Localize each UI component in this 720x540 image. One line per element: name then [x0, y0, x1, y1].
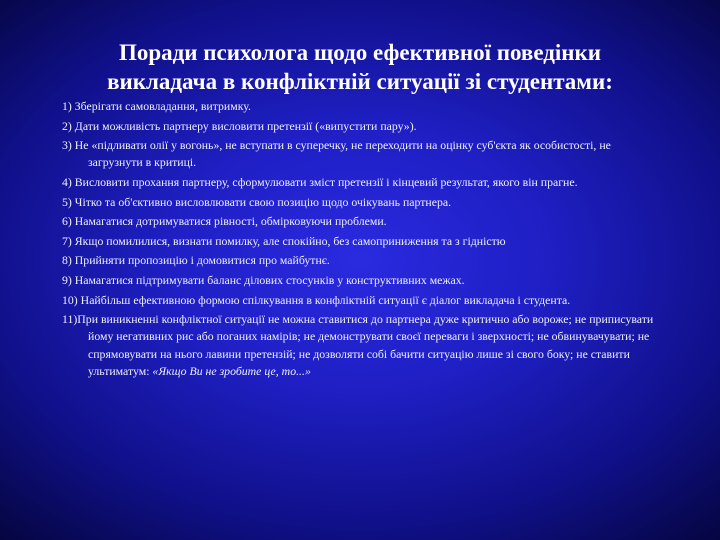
advice-item-5: 5) Чітко та об'єктивно висловлювати свою позицію щодо очікувань партнера. — [62, 194, 452, 209]
advice-item-9: 9) Намагатися підтримувати баланс ділових стосунків у конструктивних межах. — [62, 272, 465, 287]
advice-item-3: 3) Не «підливати олії у вогонь», не вступати в суперечку, не переходити на оцінку суб'єкта як особистості, не загрузнути в критиці. — [62, 138, 611, 170]
advice-item-4: 4) Висловити прохання партнеру, сформулювати зміст претензії і кінцевий результат, якого він прагне. — [62, 174, 578, 189]
advice-item-7: 7) Якщо помилилися, визнати помилку, але спокійно, без самоприниження та з гідністю — [62, 233, 506, 248]
advice-item-6: 6) Намагатися дотримуватися рівності, обмірковуючи проблеми. — [62, 214, 387, 229]
advice-item-11-text: 11)При виникненні конфліктної ситуації не можна ставитися до партнера дуже критично або вороже; не приписувати йому негативних рис або поганих намірів; не демонструвати своєї переваги і зверхності; не обвинувачувати; не спрямовувати на нього лавини претензій; не дозволяти собі бачити ситуацію лише зі свого боку; не ставити ультиматум: — [62, 312, 654, 378]
advice-item-10: 10) Найбільш ефективною формою спілкування в конфліктній ситуації є діалог викладача і студента. — [62, 292, 571, 307]
slide-title — [40, 38, 680, 96]
advice-list — [62, 98, 662, 382]
advice-item-11 — [62, 311, 662, 380]
advice-item-11-quote: «Якщо Ви не зробите це, то...» — [152, 363, 311, 378]
slide-title-line-2: викладача в конфліктній ситуації зі студентами: — [107, 69, 613, 94]
advice-item-8: 8) Прийняти пропозицію і домовитися про майбутнє. — [62, 253, 330, 268]
advice-item-1: 1) Зберігати самовладання, витримку. — [62, 99, 251, 113]
advice-item-2: 2) Дати можливість партнеру висловити претензії («випустити пару»). — [62, 118, 417, 133]
slide-title-line-1: Поради психолога щодо ефективної поведінки — [118, 40, 602, 65]
